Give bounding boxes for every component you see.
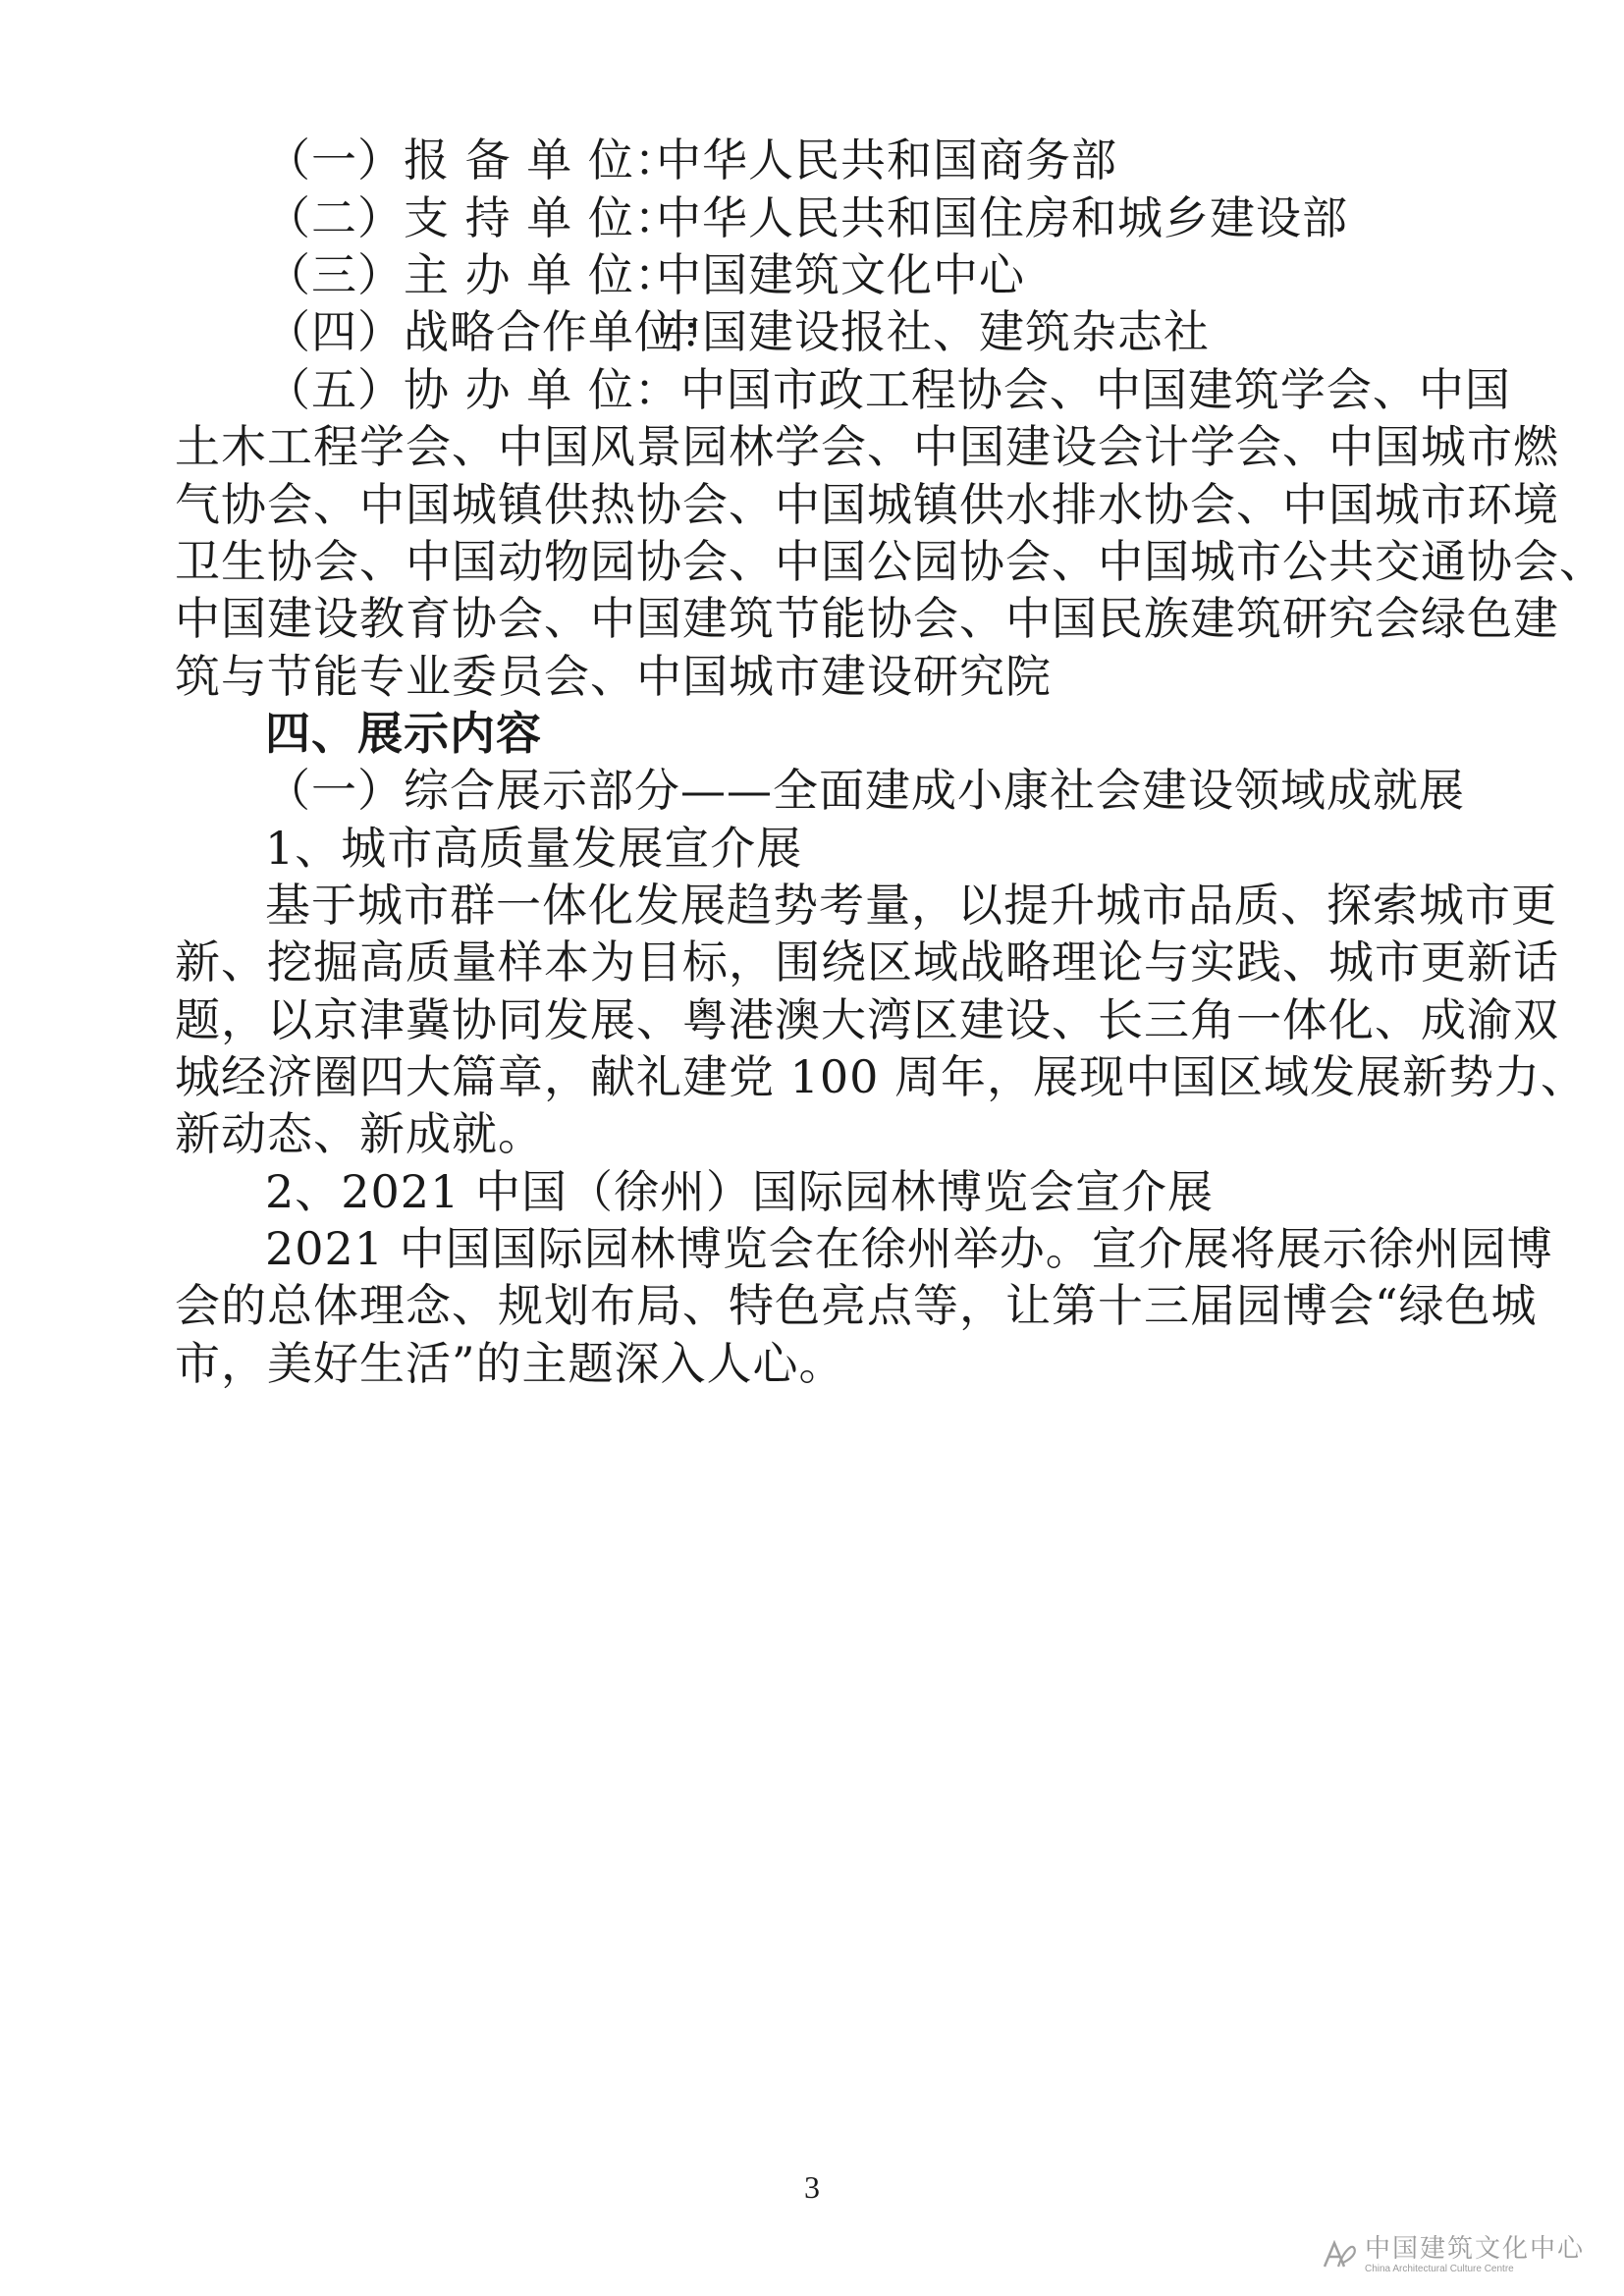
paragraph-line: 城经济圈四大篇章，献礼建党 100 周年，展现中国区域发展新势力、 [175, 1050, 1588, 1103]
paragraph-line: 会的总体理念、规划布局、特色亮点等，让第十三届园博会“绿色城 [175, 1279, 1538, 1332]
unit-value: 中国建设报社、建筑杂志社 [656, 305, 1210, 358]
unit-line-3 [265, 245, 1471, 304]
co-organizers-line: （五）协 办 单 位：中国市政工程协会、中国建筑学会、中国 [265, 363, 1511, 416]
watermark [1322, 2236, 1585, 2274]
paragraph-line: 市，美好生活”的主题深入人心。 [175, 1337, 845, 1390]
unit-label: （四）战略合作单位： [265, 305, 727, 358]
unit-value: 中国建筑文化中心 [656, 248, 1025, 301]
aa-logo-icon [1322, 2237, 1359, 2274]
unit-line-4 [265, 302, 1471, 361]
paragraph-line: 新动态、新成就。 [175, 1107, 544, 1160]
unit-label: （三）主 办 单 位： [265, 248, 680, 301]
co-organizers-line: 中国建设教育协会、中国建筑节能协会、中国民族建筑研究会绿色建 [175, 592, 1559, 645]
section-heading: 四、展示内容 [265, 707, 542, 760]
subsection-title: （一）综合展示部分——全面建成小康社会建设领域成就展 [265, 764, 1465, 817]
paragraph-line: 2021 中国国际园林博览会在徐州举办。宣介展将展示徐州园博 [265, 1222, 1553, 1275]
watermark-en-text: China Architectural Culture Centre [1364, 2264, 1514, 2274]
item-title: 2、2021 中国（徐州）国际园林博览会宣介展 [265, 1165, 1214, 1218]
co-organizers-line: 卫生协会、中国动物园协会、中国公园协会、中国城市公共交通协会、 [175, 535, 1605, 588]
unit-value: 中华人民共和国商务部 [656, 133, 1117, 187]
unit-value: 中华人民共和国住房和城乡建设部 [656, 191, 1348, 244]
unit-line-1 [265, 131, 1471, 189]
co-organizers-line: 土木工程学会、中国风景园林学会、中国建设会计学会、中国城市燃 [175, 420, 1559, 473]
paragraph-line: 新、挖掘高质量样本为目标，围绕区域战略理论与实践、城市更新话 [175, 935, 1559, 988]
watermark-cn-text: 中国建筑文化中心 [1364, 2234, 1585, 2264]
unit-label: （一）报 备 单 位： [265, 133, 680, 187]
unit-label: （二）支 持 单 位： [265, 191, 680, 244]
co-organizers-line: 气协会、中国城镇供热协会、中国城镇供水排水协会、中国城市环境 [175, 478, 1559, 531]
page-number: 3 [804, 2169, 820, 2205]
paragraph-line: 基于城市群一体化发展趋势考量，以提升城市品质、探索城市更 [265, 879, 1557, 932]
unit-line-2 [265, 188, 1471, 247]
co-organizers-line: 筑与节能专业委员会、中国城市建设研究院 [175, 650, 1052, 703]
item-title: 1、城市高质量发展宣介展 [265, 822, 803, 875]
paragraph-line: 题，以京津冀协同发展、粤港澳大湾区建设、长三角一体化、成渝双 [175, 993, 1559, 1046]
